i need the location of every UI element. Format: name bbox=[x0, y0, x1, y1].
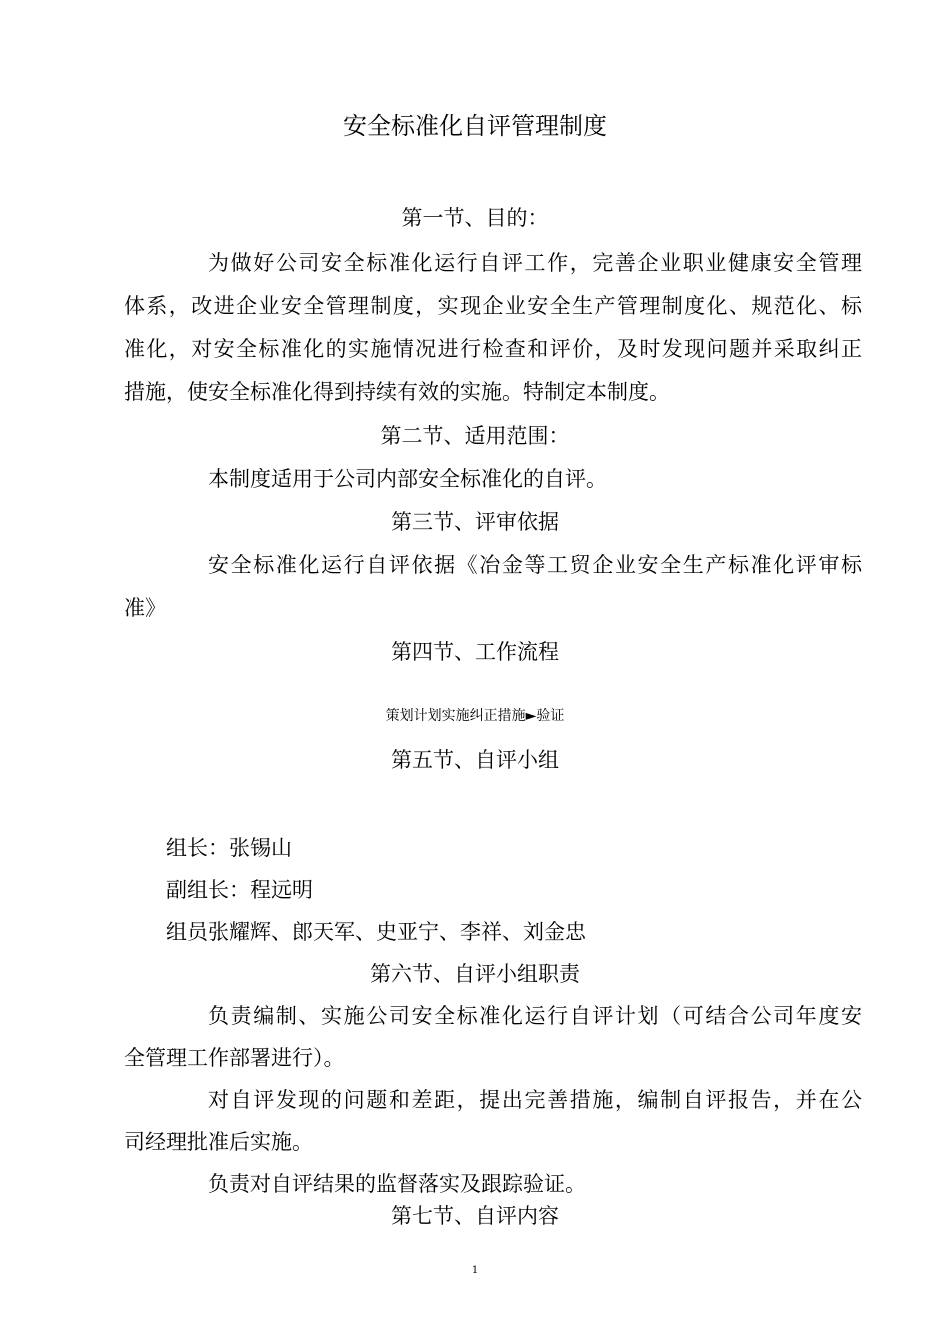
section-3-line-1: 安全标准化运行自评依据《冶金等工贸企业安全生产标准化评审标 bbox=[208, 553, 862, 577]
page-number: 1 bbox=[471, 1265, 479, 1276]
section-1-line-4: 措施，使安全标准化得到持续有效的实施。特制定本制度。 bbox=[124, 380, 670, 404]
section-1-line-3: 准化，对安全标准化的实施情况进行检查和评价，及时发现问题并采取纠正 bbox=[124, 337, 862, 361]
workflow-text: 策划计划实施纠正措施►验证 bbox=[385, 708, 565, 724]
section-6-line-3: 对自评发现的问题和差距，提出完善措施，编制自评报告，并在公 bbox=[208, 1088, 862, 1112]
section-4-heading: 第四节、工作流程 bbox=[391, 640, 559, 664]
section-6-line-4: 司经理批准后实施。 bbox=[124, 1130, 313, 1154]
section-1-line-1: 为做好公司安全标准化运行自评工作，完善企业职业健康安全管理 bbox=[208, 251, 862, 275]
section-3-heading: 第三节、评审依据 bbox=[391, 510, 559, 534]
section-5-heading: 第五节、自评小组 bbox=[391, 748, 559, 772]
team-deputy-leader: 副组长：程远明 bbox=[166, 878, 313, 902]
section-6-line-5: 负责对自评结果的监督落实及跟踪验证。 bbox=[208, 1172, 586, 1196]
team-members: 组员张耀辉、郎天军、史亚宁、李祥、刘金忠 bbox=[166, 920, 586, 944]
section-3-line-2: 准》 bbox=[124, 596, 166, 620]
section-6-heading: 第六节、自评小组职责 bbox=[370, 962, 580, 986]
section-1-line-2: 体系，改进企业安全管理制度，实现企业安全生产管理制度化、规范化、标 bbox=[124, 294, 862, 318]
section-2-heading: 第二节、适用范围： bbox=[380, 424, 570, 448]
team-leader: 组长：张锡山 bbox=[166, 836, 292, 860]
section-2-line-1: 本制度适用于公司内部安全标准化的自评。 bbox=[208, 467, 607, 491]
document-title: 安全标准化自评管理制度 bbox=[343, 112, 607, 140]
section-6-line-2: 全管理工作部署进行）。 bbox=[124, 1046, 345, 1070]
section-6-line-1: 负责编制、实施公司安全标准化运行自评计划（可结合公司年度安 bbox=[208, 1004, 862, 1028]
section-7-heading: 第七节、自评内容 bbox=[391, 1204, 559, 1228]
section-1-heading: 第一节、目的： bbox=[401, 206, 549, 230]
